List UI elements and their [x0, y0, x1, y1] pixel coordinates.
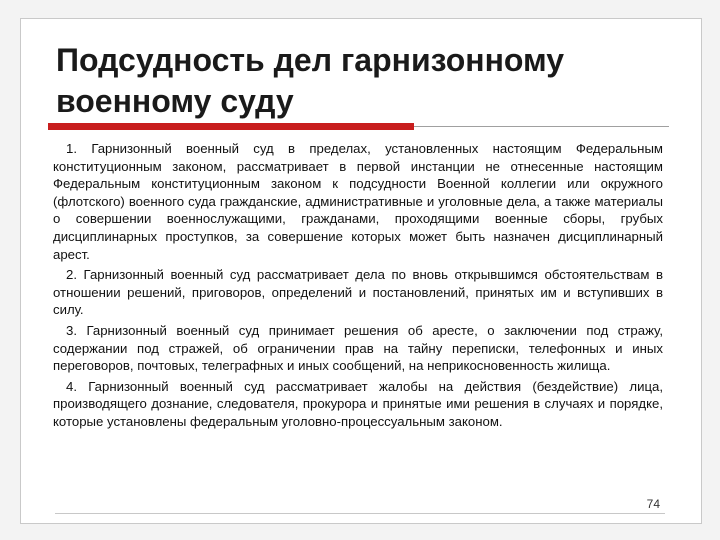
page-number: 74 — [646, 497, 660, 511]
title-accent-bar — [48, 123, 414, 130]
paragraph-1: 1. Гарнизонный военный суд в пределах, установленных настоящим Федеральным конституционным законом, рассматривает в первой инстанции не отнесенные настоящим Федеральным конституционным законом к подсудности Военной коллегии или окружного (флотского) военного суда гражданские, административные и уголовные дела, а также материалы о совершении военнослужащими, гражданами, проходящими военные сборы, грубых дисциплинарных проступков, за совершение которых может быть назначен дисциплинарный арест. — [53, 141, 663, 262]
paragraph-4: 4. Гарнизонный военный суд рассматривает жалобы на действия (бездействие) лица, производящего дознание, следователя, прокурора и принятые ими решения в случаях и порядке, которые установлены федеральным уголовно-процессуальным законом. — [53, 378, 663, 429]
slide-title: Подсудность дел гарнизонному военному суду — [56, 42, 565, 119]
page-number-divider — [55, 513, 665, 514]
paragraph-3: 3. Гарнизонный военный суд принимает решения об аресте, о заключении под стражу, содержании под стражей, об ограничении прав на тайну переписки, телефонных и иных переговоров, почтовых, телеграфных и иных сообщений, на неприкосновенность жилища. — [53, 322, 663, 374]
paragraph-2: 2. Гарнизонный военный суд рассматривает дела по вновь открывшимся обстоятельствам в отношении решений, приговоров, определений и постановлений, принятых им и вступивших в силу. — [53, 267, 663, 318]
slide-body — [53, 140, 663, 434]
